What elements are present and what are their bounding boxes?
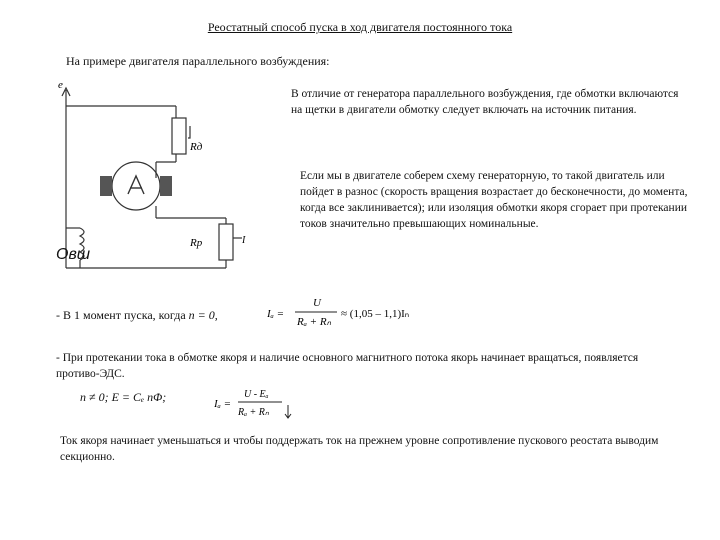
start-moment-prefix: - В 1 момент пуска, когда (56, 308, 186, 322)
paragraph-4: - При протекании тока в обмотке якоря и наличие основного магнитного потока якорь начинает вращаться, появляется противо-ЭДС. (56, 352, 639, 380)
label-i: I (242, 235, 246, 246)
label-e: e (58, 79, 63, 91)
page-title: Реостатный способ пуска в ход двигателя постоянного тока (207, 20, 513, 34)
start-current-formula (265, 292, 435, 332)
down-arrow-icon (285, 405, 291, 418)
formula2-lhs: Iₐ = (214, 398, 232, 410)
formula1-lhs: Iₐ = (267, 308, 285, 320)
formula2-denominator: Rₐ + Rₙ (238, 407, 269, 418)
formula1-denominator: Rₐ + Rₙ (297, 316, 331, 328)
paragraph-2: Если мы в двигателе соберем схему генераторную, то такой двигатель или пойдет в разнос (скорость вращения возрастает до бесконечности, до момента, когда все заклинивается); или изоляция обмотки якоря сгорает при протекании токов значительно превышающих номинальные. (300, 170, 688, 230)
formula2-numerator: U - Eₐ (244, 389, 269, 400)
label-rd: Rд (190, 141, 203, 153)
start-moment-condition: n = 0, (188, 308, 218, 322)
formula1-approx: ≈ (1,05 – 1,1)Iₙ (341, 308, 410, 320)
armature-symbol (128, 176, 144, 194)
formula1-numerator: U (313, 297, 321, 309)
paragraph-1: В отличие от генератора параллельного возбуждения, где обмотки включаются на щетки в двигатели обмотку следует включать на источник питания. (291, 88, 679, 116)
formula2-text: n ≠ 0; E = Cₑ nΦ; (80, 390, 167, 404)
right-brush (160, 176, 172, 196)
label-ovsh: Овш (56, 246, 91, 263)
left-brush (100, 176, 112, 196)
motor-circuit-diagram (56, 78, 296, 308)
label-rr: Rр (190, 237, 203, 249)
start-moment-line (56, 308, 218, 323)
paragraph-5: Ток якоря начинает уменьшаться и чтобы поддержать ток на прежнем уровне сопротивление пускового реостата выводим секционно. (60, 435, 659, 463)
rr-resistor (219, 224, 233, 260)
armature-current-formula (214, 385, 294, 421)
rd-resistor (172, 118, 186, 154)
subtitle: На примере двигателя параллельного возбуждения: (66, 54, 330, 68)
motor-armature (112, 162, 160, 210)
